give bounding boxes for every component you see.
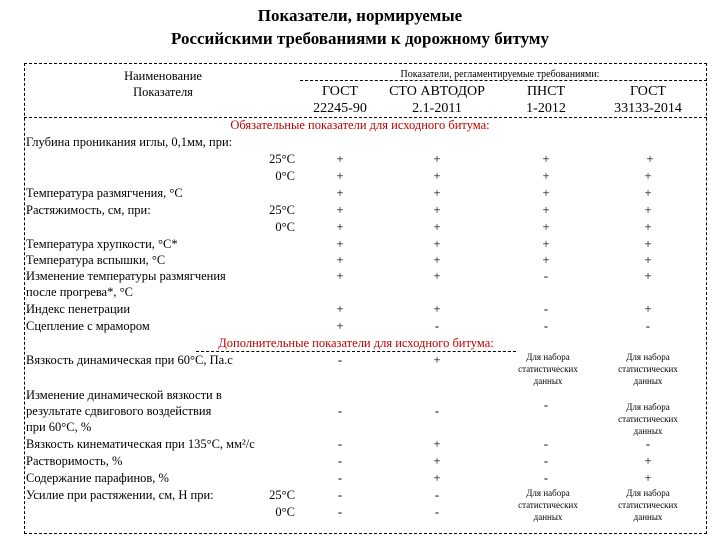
- value-cell: +: [644, 203, 652, 217]
- value-cell: -: [543, 319, 549, 333]
- value-cell: +: [433, 203, 441, 217]
- value-cell: +: [336, 269, 344, 283]
- std-gost-22245: ГОСТ: [322, 84, 358, 99]
- value-cell: +: [644, 186, 652, 200]
- value-cell: -: [645, 437, 651, 451]
- value-cell: +: [336, 253, 344, 267]
- row-viscosity-change-label-3: при 60°С, %: [26, 420, 92, 434]
- value-cell: +: [644, 220, 652, 234]
- stat-data-note: Для набора: [526, 352, 570, 362]
- value-cell: +: [644, 237, 652, 251]
- row-ductility-25-sub: 25°С: [269, 203, 295, 217]
- value-cell: -: [337, 437, 343, 451]
- value-cell: +: [644, 302, 652, 316]
- stat-data-note: статистических: [518, 500, 578, 510]
- std-gost-33133-number: 33133-2014: [614, 101, 682, 116]
- value-cell: -: [337, 505, 343, 519]
- value-cell: -: [337, 454, 343, 468]
- row-penetration-0-sub: 0°С: [275, 169, 295, 183]
- value-cell: +: [542, 169, 550, 183]
- value-cell: -: [434, 488, 440, 502]
- value-cell: -: [645, 319, 651, 333]
- stat-data-note: статистических: [618, 414, 678, 424]
- row-softening-label: Температура размягчения, °С: [26, 186, 183, 200]
- value-cell: +: [433, 169, 441, 183]
- section-additional: Дополнительные показатели для исходного битума:: [218, 336, 494, 350]
- page-title: Показатели, нормируемые: [257, 6, 463, 25]
- row-viscosity-change-label-2: результате сдвигового воздействия: [26, 404, 212, 418]
- row-penetration-index-label: Индекс пенетрации: [26, 302, 131, 316]
- row-softening-change-label-2: после прогрева*, °С: [26, 285, 133, 299]
- value-cell: -: [434, 404, 440, 418]
- value-cell: +: [336, 237, 344, 251]
- stat-data-note: статистических: [618, 364, 678, 374]
- value-cell: +: [542, 253, 550, 267]
- row-brittleness-label: Температура хрупкости, °С*: [26, 237, 178, 251]
- row-ductility-label: Растяжимость, см, при:: [26, 203, 151, 217]
- row-paraffin-label: Содержание парафинов, %: [26, 471, 169, 485]
- value-cell: +: [433, 437, 441, 451]
- value-cell: +: [433, 237, 441, 251]
- name-col-header: Наименование: [124, 69, 202, 83]
- row-kinematic-viscosity-label: Вязкость кинематическая при 135°С, мм²/с: [26, 437, 255, 451]
- value-cell: +: [542, 237, 550, 251]
- value-cell: +: [542, 203, 550, 217]
- row-ductility-0-sub: 0°С: [275, 220, 295, 234]
- std-pnst-number: 1-2012: [526, 101, 566, 116]
- stat-data-note: Для набора: [626, 402, 670, 412]
- value-cell: +: [336, 169, 344, 183]
- value-cell: +: [644, 454, 652, 468]
- stat-data-note: Для набора: [626, 488, 670, 498]
- section-mandatory: Обязательные показатели для исходного битума:: [230, 118, 490, 132]
- header-divider: [300, 80, 707, 81]
- value-cell: -: [337, 488, 343, 502]
- value-cell: +: [433, 253, 441, 267]
- std-sto-avtodor-number: 2.1-2011: [412, 101, 462, 116]
- value-cell: -: [543, 269, 549, 283]
- stat-data-note: данных: [533, 512, 563, 522]
- value-cell: -: [543, 437, 549, 451]
- section-underline: [196, 351, 516, 352]
- value-cell: +: [433, 454, 441, 468]
- value-cell: +: [433, 471, 441, 485]
- row-penetration-label: Глубина проникания иглы, 0,1мм, при:: [26, 135, 233, 149]
- std-gost-22245-number: 22245-90: [313, 101, 367, 116]
- value-cell: +: [542, 220, 550, 234]
- value-cell: -: [337, 471, 343, 485]
- value-cell: +: [433, 186, 441, 200]
- std-sto-avtodor: СТО АВТОДОР: [389, 84, 485, 99]
- value-cell: +: [433, 302, 441, 316]
- row-tensile-25-sub: 25°С: [269, 488, 295, 502]
- row-tensile-force-label: Усилие при растяжении, см, Н при:: [26, 488, 214, 502]
- value-cell: +: [542, 152, 550, 166]
- value-cell: +: [646, 152, 654, 166]
- value-cell: +: [433, 353, 441, 367]
- stat-data-note: статистических: [618, 500, 678, 510]
- value-cell: +: [336, 220, 344, 234]
- stat-data-note: данных: [633, 512, 663, 522]
- std-gost-33133: ГОСТ: [630, 84, 666, 99]
- row-dynamic-viscosity-label: Вязкость динамическая при 60°С, Па.с: [26, 353, 233, 367]
- value-cell: +: [336, 152, 344, 166]
- row-tensile-0-sub: 0°С: [275, 505, 295, 519]
- row-viscosity-change-label: Изменение динамической вязкости в: [26, 388, 222, 402]
- value-cell: +: [336, 186, 344, 200]
- value-cell: +: [644, 169, 652, 183]
- value-cell: -: [543, 302, 549, 316]
- value-cell: +: [644, 253, 652, 267]
- std-pnst: ПНСТ: [526, 84, 566, 99]
- value-cell: -: [337, 353, 343, 367]
- stat-data-note: данных: [533, 376, 563, 386]
- stat-data-note: статистических: [518, 364, 578, 374]
- value-cell: -: [434, 505, 440, 519]
- row-solubility-label: Растворимость, %: [26, 454, 123, 468]
- value-cell: -: [543, 471, 549, 485]
- stat-data-note: Для набора: [526, 488, 570, 498]
- row-softening-change-label: Изменение температуры размягчения: [26, 269, 226, 283]
- value-cell: -: [543, 454, 549, 468]
- value-cell: +: [336, 203, 344, 217]
- stat-data-note: Для набора: [626, 352, 670, 362]
- value-cell: -: [337, 404, 343, 418]
- row-flash-label: Температура вспышки, °С: [26, 253, 166, 267]
- value-cell: +: [644, 471, 652, 485]
- stat-data-note: данных: [633, 426, 663, 436]
- value-cell: +: [433, 220, 441, 234]
- value-cell: +: [542, 186, 550, 200]
- value-cell: -: [434, 319, 440, 333]
- standards-group-header: Показатели, регламентируемые требованиями:: [400, 69, 600, 80]
- row-penetration-25-sub: 25°С: [269, 152, 295, 166]
- value-cell: +: [433, 269, 441, 283]
- page-subtitle: Российскими требованиями к дорожному битуму: [171, 29, 549, 48]
- value-cell: +: [433, 152, 441, 166]
- value-cell: +: [336, 302, 344, 316]
- value-cell: -: [543, 398, 549, 412]
- value-cell: +: [336, 319, 344, 333]
- row-marble-adhesion-label: Сцепление с мрамором: [26, 319, 150, 333]
- name-col-header-2: Показателя: [133, 85, 193, 99]
- value-cell: +: [644, 269, 652, 283]
- stat-data-note: данных: [633, 376, 663, 386]
